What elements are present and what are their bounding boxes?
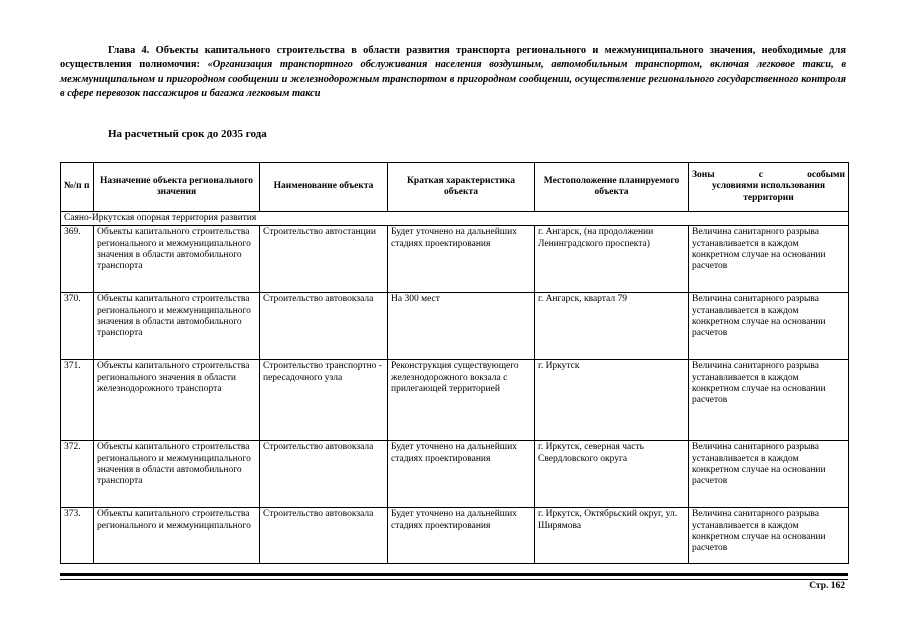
row-num: 371. (61, 360, 94, 441)
table-row (61, 441, 849, 508)
row-characteristic: Будет уточнено на дальнейших стадиях проектирования (388, 226, 535, 293)
row-zones: Величина санитарного разрыва устанавливается в каждом конкретном случае на основании расчетов (689, 441, 849, 508)
header-zones-word3: особыми (807, 170, 845, 181)
row-location: г. Ангарск, квартал 79 (535, 293, 689, 360)
page-number: Стр. 162 (809, 581, 845, 591)
header-purpose: Назначение объекта регионального значения (94, 163, 260, 212)
objects-table (60, 162, 849, 564)
row-num: 369. (61, 226, 94, 293)
header-zones (689, 163, 849, 212)
header-location: Местоположение планируемого объекта (535, 163, 689, 212)
row-num: 372. (61, 441, 94, 508)
chapter-heading (60, 44, 846, 102)
table-row (61, 508, 849, 564)
footer-rule-thin (60, 579, 848, 580)
header-num: №/п п (61, 163, 94, 212)
row-num: 370. (61, 293, 94, 360)
row-location: г. Иркутск (535, 360, 689, 441)
section-row (61, 212, 849, 226)
row-purpose: Объекты капитального строительства регионального и межмуниципального значения в области автомобильного транспорта (94, 226, 260, 293)
row-characteristic: На 300 мест (388, 293, 535, 360)
row-num: 373. (61, 508, 94, 564)
chapter-title: Глава 4. Объекты капитального строительства в области развития транспорта регионального и межмуниципального значения, необходимые для осуществления полномочия: (60, 45, 846, 71)
row-zones: Величина санитарного разрыва устанавливается в каждом конкретном случае на основании расчетов (689, 226, 849, 293)
table-row (61, 293, 849, 360)
row-purpose: Объекты капитального строительства регионального значения в области железнодорожного транспорта (94, 360, 260, 441)
table-row (61, 226, 849, 293)
chapter-authority: «Организация транспортного обслуживания населения воздушным, автомобильным транспортом, включая легковое такси, в межмуниципальном и пригородном сообщении и железнодорожным транспортом в пригородном сообщении, осуществление регионального государственного контроля в сфере перевозок пассажиров и багажа легковым такси (60, 59, 846, 100)
row-name: Строительство автовокзала (260, 293, 388, 360)
table-header-row (61, 163, 849, 212)
row-zones: Величина санитарного разрыва устанавливается в каждом конкретном случае на основании расчетов (689, 293, 849, 360)
header-name: Наименование объекта (260, 163, 388, 212)
row-purpose: Объекты капитального строительства регионального и межмуниципального значения в области автомобильного транспорта (94, 293, 260, 360)
row-characteristic: Будет уточнено на дальнейших стадиях проектирования (388, 441, 535, 508)
row-characteristic: Реконструкция существующего железнодорожного вокзала с прилегающей территорией (388, 360, 535, 441)
period-subtitle: На расчетный срок до 2035 года (108, 128, 267, 140)
row-location: г. Иркутск, Октябрьский округ, ул. Ширямова (535, 508, 689, 564)
section-title: Саяно-Иркутская опорная территория развития (61, 212, 849, 226)
row-name: Строительство автостанции (260, 226, 388, 293)
header-zones-rest: условиями использования территории (712, 181, 825, 203)
header-zones-word2: с (758, 170, 764, 181)
row-name: Строительство автовокзала (260, 508, 388, 564)
row-name: Строительство транспортно - пересадочного узла (260, 360, 388, 441)
row-purpose: Объекты капитального строительства регионального и межмуниципального значения в области автомобильного транспорта (94, 441, 260, 508)
row-location: г. Иркутск, северная часть Свердловского округа (535, 441, 689, 508)
footer-rule-thick (60, 573, 848, 576)
table-row (61, 360, 849, 441)
row-purpose: Объекты капитального строительства регионального и межмуниципального (94, 508, 260, 564)
header-zones-word1: Зоны (692, 170, 715, 181)
header-characteristic: Краткая характеристика объекта (388, 163, 535, 212)
row-name: Строительство автовокзала (260, 441, 388, 508)
row-characteristic: Будет уточнено на дальнейших стадиях проектирования (388, 508, 535, 564)
row-location: г. Ангарск, (на продолжении Ленинградского проспекта) (535, 226, 689, 293)
row-zones: Величина санитарного разрыва устанавливается в каждом конкретном случае на основании расчетов (689, 360, 849, 441)
row-zones: Величина санитарного разрыва устанавливается в каждом конкретном случае на основании расчетов (689, 508, 849, 564)
